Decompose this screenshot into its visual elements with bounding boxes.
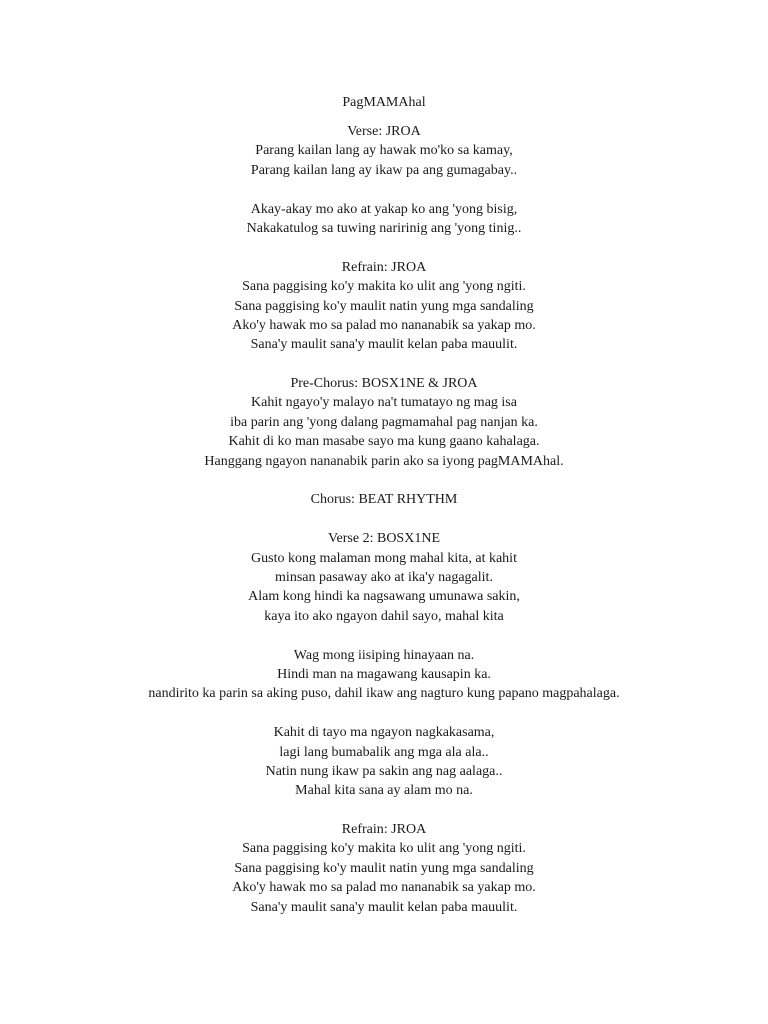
lyric-line: Kahit ngayo'y malayo na't tumatayo ng mag isa [251, 395, 517, 411]
lyric-line: Sana paggising ko'y makita ko ulit ang 'yong ngiti. [242, 841, 526, 857]
lyric-line: Sana'y maulit sana'y maulit kelan paba mauulit. [250, 899, 518, 915]
lyric-line: Gusto kong malaman mong mahal kita, at kahit [251, 550, 517, 566]
lyric-line: Hanggang ngayon nananabik parin ako sa iyong pagMAMAhal. [204, 453, 564, 469]
lyric-line: Sana'y maulit sana'y maulit kelan paba mauulit. [250, 337, 518, 353]
lyric-line: Mahal kita sana ay alam mo na. [295, 783, 473, 799]
lyric-line: Hindi man na magawang kausapin ka. [277, 666, 491, 682]
section-heading: Pre-Chorus: BOSX1NE & JROA [290, 376, 478, 392]
section-heading: Refrain: JROA [341, 259, 427, 275]
section-heading: Verse 2: BOSX1NE [328, 531, 440, 547]
lyric-line: Sana paggising ko'y maulit natin yung mga sandaling [234, 298, 534, 314]
lyric-line: Wag mong iisiping hinayaan na. [293, 647, 475, 663]
lyric-line: Kahit di tayo ma ngayon nagkakasama, [273, 725, 495, 741]
lyric-line: Alam kong hindi ka nagsawang umunawa sakin, [248, 589, 520, 605]
lyric-line: Akay-akay mo ako at yakap ko ang 'yong bisig, [250, 201, 518, 217]
lyric-line: Sana paggising ko'y maulit natin yung mga sandaling [234, 860, 534, 876]
section-heading: Verse: JROA [347, 124, 421, 139]
lyric-line: Parang kailan lang ay hawak mo'ko sa kamay, [255, 143, 513, 159]
lyric-line: Natin nung ikaw pa sakin ang nag aalaga.. [265, 763, 503, 779]
lyric-line: kaya ito ako ngayon dahil sayo, mahal kita [264, 608, 504, 624]
lyric-line: iba parin ang 'yong dalang pagmamahal pag nanjan ka. [230, 414, 538, 430]
lyric-line: Ako'y hawak mo sa palad mo nananabik sa yakap mo. [232, 880, 536, 896]
stanza-spacer [0, 626, 768, 645]
stanza-spacer [0, 238, 768, 257]
lyric-line: lagi lang bumabalik ang mga ala ala.. [279, 744, 489, 760]
section-heading: Chorus: BEAT RHYTHM [310, 492, 458, 508]
lyric-line: Nakakatulog sa tuwing naririnig ang 'yong tinig.. [246, 220, 522, 236]
section-heading: Refrain: JROA [341, 822, 427, 838]
lyric-line: Sana paggising ko'y makita ko ulit ang 'yong ngiti. [242, 279, 526, 295]
lyric-line: Kahit di ko man masabe sayo ma kung gaano kahalaga. [228, 434, 540, 450]
stanza-spacer [0, 471, 768, 490]
stanza-spacer [0, 180, 768, 199]
lyrics-body [0, 122, 768, 917]
stanza-spacer [0, 704, 768, 723]
stanza-spacer [0, 801, 768, 820]
stanza-spacer [0, 510, 768, 529]
lyric-line: Ako'y hawak mo sa palad mo nananabik sa yakap mo. [232, 317, 536, 333]
song-title: PagMAMAhal [342, 95, 426, 110]
lyric-line: nandirito ka parin sa aking puso, dahil ikaw ang nagturo kung papano magpahalaga. [148, 686, 620, 702]
lyric-line: minsan pasaway ako at ika'y nagagalit. [275, 569, 493, 585]
lyric-line: Parang kailan lang ay ikaw pa ang gumagabay.. [250, 162, 518, 178]
stanza-spacer [0, 355, 768, 374]
